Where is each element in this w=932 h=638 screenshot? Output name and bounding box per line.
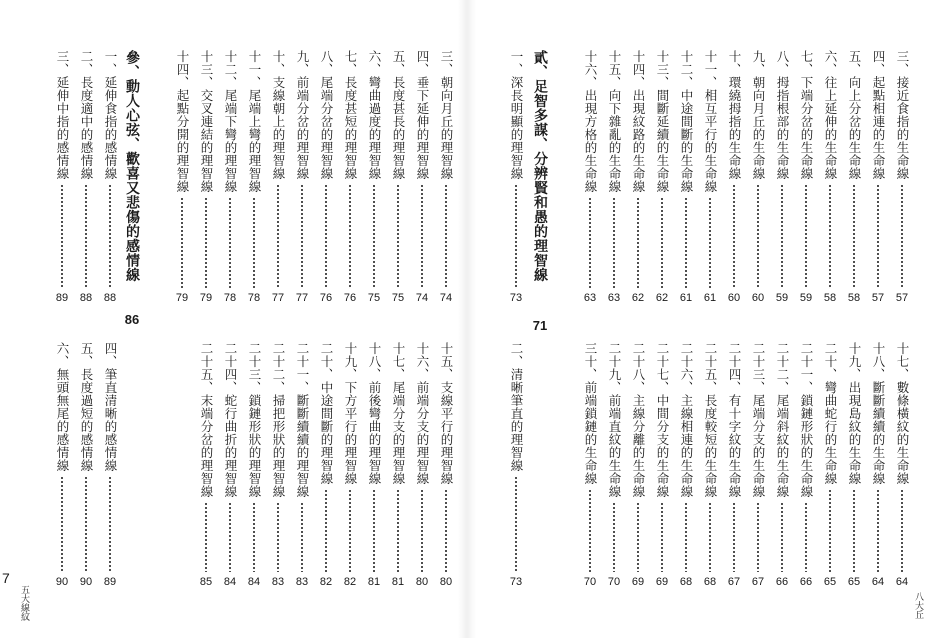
toc-entry bbox=[652, 50, 672, 304]
section-heading: 參、動人心弦、歡喜又悲傷的感情線 bbox=[124, 50, 140, 282]
toc-entry bbox=[340, 50, 360, 304]
dot-leader bbox=[637, 502, 639, 572]
dot-leader bbox=[829, 489, 831, 572]
page-number: 7 bbox=[2, 570, 10, 586]
toc-entry bbox=[412, 50, 432, 304]
dot-leader bbox=[445, 184, 447, 288]
dot-leader bbox=[661, 502, 663, 572]
entry-page: 73 bbox=[509, 576, 523, 588]
toc-entry bbox=[652, 342, 672, 588]
entry-page: 59 bbox=[775, 292, 789, 304]
toc-entry bbox=[364, 342, 384, 588]
toc-entry bbox=[844, 342, 864, 588]
toc-entry bbox=[244, 342, 264, 588]
entry-label: 九、前端分岔的理智線 bbox=[295, 50, 310, 180]
entry-page: 82 bbox=[343, 576, 357, 588]
entry-page: 57 bbox=[895, 292, 909, 304]
entry-page: 74 bbox=[415, 292, 429, 304]
entry-label: 二十、中途間斷的理智線 bbox=[319, 342, 334, 485]
dot-leader bbox=[661, 197, 663, 288]
entry-page: 62 bbox=[655, 292, 669, 304]
section-heading-page: 71 bbox=[532, 318, 548, 333]
entry-page: 66 bbox=[799, 576, 813, 588]
entry-page: 74 bbox=[439, 292, 453, 304]
toc-entry bbox=[172, 50, 192, 304]
dot-leader bbox=[757, 184, 759, 288]
entry-label: 四、筆直清晰的感情線 bbox=[103, 342, 118, 472]
dot-leader bbox=[805, 502, 807, 572]
entry-label: 二十一、斷斷續續的理智線 bbox=[295, 342, 310, 498]
toc-entry bbox=[340, 342, 360, 588]
entry-page: 65 bbox=[847, 576, 861, 588]
entry-label: 三、朝向月丘的理智線 bbox=[439, 50, 454, 180]
dot-leader bbox=[421, 184, 423, 288]
dot-leader bbox=[61, 184, 63, 288]
dot-leader bbox=[877, 489, 879, 572]
entry-label: 十一、相互平行的生命線 bbox=[703, 50, 718, 193]
entry-label: 八、尾端分岔的理智線 bbox=[319, 50, 334, 180]
dot-leader bbox=[61, 476, 63, 572]
entry-label: 二十三、鎖鏈形狀的理智線 bbox=[247, 342, 262, 498]
toc-entry bbox=[52, 342, 72, 588]
running-title: 五大線紋 bbox=[19, 585, 29, 621]
entry-label: 四、垂下延伸的理智線 bbox=[415, 50, 430, 180]
entry-page: 60 bbox=[727, 292, 741, 304]
dot-leader bbox=[685, 197, 687, 288]
entry-page: 58 bbox=[847, 292, 861, 304]
dot-leader bbox=[613, 502, 615, 572]
running-title: 八大丘 bbox=[913, 592, 923, 619]
entry-label: 十三、間斷延續的生命線 bbox=[655, 50, 670, 193]
entry-page: 89 bbox=[103, 576, 117, 588]
toc-entry bbox=[604, 50, 624, 304]
dot-leader bbox=[637, 197, 639, 288]
toc-entry bbox=[892, 50, 912, 304]
entry-label: 二十三、尾端分支的生命線 bbox=[751, 342, 766, 498]
toc-entry bbox=[76, 50, 96, 304]
entry-label: 三十、前端鎖鏈的生命線 bbox=[583, 342, 598, 485]
dot-leader bbox=[205, 197, 207, 288]
entry-page: 63 bbox=[607, 292, 621, 304]
entry-label: 十九、出現島紋的生命線 bbox=[847, 342, 862, 485]
toc-entry bbox=[506, 50, 526, 304]
entry-page: 69 bbox=[631, 576, 645, 588]
entry-label: 六、往上延伸的生命線 bbox=[823, 50, 838, 180]
toc-entry bbox=[268, 50, 288, 304]
entry-page: 61 bbox=[679, 292, 693, 304]
entry-page: 78 bbox=[223, 292, 237, 304]
entry-label: 十八、斷斷續續的生命線 bbox=[871, 342, 886, 485]
entry-label: 十九、下方平行的理智線 bbox=[343, 342, 358, 485]
entry-page: 67 bbox=[751, 576, 765, 588]
entry-label: 十、支線朝上的理智線 bbox=[271, 50, 286, 180]
dot-leader bbox=[805, 184, 807, 288]
entry-page: 90 bbox=[55, 576, 69, 588]
dot-leader bbox=[515, 476, 517, 572]
dot-leader bbox=[373, 184, 375, 288]
entry-page: 84 bbox=[223, 576, 237, 588]
entry-page: 83 bbox=[295, 576, 309, 588]
entry-label: 十一、尾端上彎的理智線 bbox=[247, 50, 262, 193]
entry-page: 58 bbox=[823, 292, 837, 304]
dot-leader bbox=[205, 502, 207, 572]
entry-page: 66 bbox=[775, 576, 789, 588]
toc-entry bbox=[772, 342, 792, 588]
toc-entry bbox=[604, 342, 624, 588]
entry-label: 三、接近食指的生命線 bbox=[895, 50, 910, 180]
entry-label: 五、長度甚長的理智線 bbox=[391, 50, 406, 180]
entry-page: 62 bbox=[631, 292, 645, 304]
entry-page: 64 bbox=[871, 576, 885, 588]
entry-page: 80 bbox=[439, 576, 453, 588]
dot-leader bbox=[877, 184, 879, 288]
entry-label: 十五、向下雜亂的生命線 bbox=[607, 50, 622, 193]
entry-page: 81 bbox=[367, 576, 381, 588]
entry-label: 七、下端分岔的生命線 bbox=[799, 50, 814, 180]
dot-leader bbox=[589, 197, 591, 288]
dot-leader bbox=[781, 502, 783, 572]
dot-leader bbox=[709, 502, 711, 572]
dot-leader bbox=[397, 489, 399, 572]
toc-entry bbox=[268, 342, 288, 588]
toc-entry bbox=[220, 342, 240, 588]
dot-leader bbox=[85, 476, 87, 572]
dot-leader bbox=[349, 489, 351, 572]
entry-label: 十六、出現方格的生命線 bbox=[583, 50, 598, 193]
entry-page: 68 bbox=[679, 576, 693, 588]
dot-leader bbox=[301, 502, 303, 572]
toc-entry bbox=[796, 342, 816, 588]
entry-label: 十二、尾端下彎的理智線 bbox=[223, 50, 238, 193]
entry-page: 69 bbox=[655, 576, 669, 588]
toc-entry bbox=[100, 50, 120, 304]
dot-leader bbox=[373, 489, 375, 572]
toc-entry bbox=[580, 342, 600, 588]
entry-label: 二十、彎曲蛇行的生命線 bbox=[823, 342, 838, 485]
dot-leader bbox=[181, 197, 183, 288]
dot-leader bbox=[613, 197, 615, 288]
dot-leader bbox=[589, 489, 591, 572]
right-page bbox=[466, 0, 932, 638]
entry-page: 77 bbox=[271, 292, 285, 304]
section-heading-page: 86 bbox=[124, 312, 140, 327]
entry-label: 九、朝向月丘的生命線 bbox=[751, 50, 766, 180]
toc-entry bbox=[196, 50, 216, 304]
entry-label: 十四、出現紋路的生命線 bbox=[631, 50, 646, 193]
toc-entry bbox=[820, 342, 840, 588]
section-heading: 貳、足智多謀、分辨賢和愚的理智線 bbox=[532, 50, 548, 282]
entry-page: 73 bbox=[509, 292, 523, 304]
toc-entry bbox=[676, 342, 696, 588]
toc-entry bbox=[220, 50, 240, 304]
entry-page: 84 bbox=[247, 576, 261, 588]
entry-page: 78 bbox=[247, 292, 261, 304]
entry-label: 二十七、中間分支的生命線 bbox=[655, 342, 670, 498]
toc-entry bbox=[100, 342, 120, 588]
entry-page: 76 bbox=[343, 292, 357, 304]
toc-entry bbox=[700, 50, 720, 304]
entry-label: 十六、前端分支的理智線 bbox=[415, 342, 430, 485]
dot-leader bbox=[253, 502, 255, 572]
toc-entry bbox=[724, 50, 744, 304]
toc-entry bbox=[292, 50, 312, 304]
entry-label: 二十五、末端分岔的理智線 bbox=[199, 342, 214, 498]
entry-label: 十二、中途間斷的生命線 bbox=[679, 50, 694, 193]
toc-entry bbox=[892, 342, 912, 588]
dot-leader bbox=[901, 489, 903, 572]
entry-label: 二十六、主線相連的生命線 bbox=[679, 342, 694, 498]
dot-leader bbox=[109, 476, 111, 572]
dot-leader bbox=[445, 489, 447, 572]
dot-leader bbox=[853, 184, 855, 288]
toc-entry bbox=[316, 342, 336, 588]
dot-leader bbox=[709, 197, 711, 288]
dot-leader bbox=[733, 184, 735, 288]
dot-leader bbox=[277, 502, 279, 572]
toc-entry bbox=[244, 50, 264, 304]
toc-entry bbox=[748, 50, 768, 304]
toc-entry bbox=[436, 50, 456, 304]
entry-label: 十四、起點分開的理智線 bbox=[175, 50, 190, 193]
entry-page: 90 bbox=[79, 576, 93, 588]
toc-entry bbox=[52, 50, 72, 304]
entry-page: 79 bbox=[175, 292, 189, 304]
toc-entry bbox=[506, 342, 526, 588]
entry-page: 89 bbox=[55, 292, 69, 304]
entry-page: 64 bbox=[895, 576, 909, 588]
toc-entry bbox=[196, 342, 216, 588]
entry-page: 59 bbox=[799, 292, 813, 304]
toc-entry bbox=[316, 50, 336, 304]
toc-entry bbox=[388, 50, 408, 304]
toc-entry bbox=[796, 50, 816, 304]
entry-page: 88 bbox=[103, 292, 117, 304]
entry-page: 75 bbox=[391, 292, 405, 304]
entry-label: 十七、數條橫紋的生命線 bbox=[895, 342, 910, 485]
entry-page: 65 bbox=[823, 576, 837, 588]
entry-page: 83 bbox=[271, 576, 285, 588]
toc-entry bbox=[580, 50, 600, 304]
entry-page: 61 bbox=[703, 292, 717, 304]
entry-label: 一、延伸食指的感情線 bbox=[103, 50, 118, 180]
entry-label: 二十四、有十字紋的生命線 bbox=[727, 342, 742, 498]
entry-page: 70 bbox=[607, 576, 621, 588]
entry-label: 二十九、前端直紋的生命線 bbox=[607, 342, 622, 498]
entry-label: 十八、前後彎曲的理智線 bbox=[367, 342, 382, 485]
dot-leader bbox=[349, 184, 351, 288]
entry-label: 六、彎曲過度的理智線 bbox=[367, 50, 382, 180]
entry-page: 75 bbox=[367, 292, 381, 304]
entry-label: 十三、交叉連結的理智線 bbox=[199, 50, 214, 193]
entry-page: 57 bbox=[871, 292, 885, 304]
entry-label: 二十八、主線分離的生命線 bbox=[631, 342, 646, 498]
entry-label: 五、長度過短的感情線 bbox=[79, 342, 94, 472]
dot-leader bbox=[757, 502, 759, 572]
entry-page: 76 bbox=[319, 292, 333, 304]
entry-label: 十七、尾端分支的理智線 bbox=[391, 342, 406, 485]
toc-entry bbox=[364, 50, 384, 304]
entry-label: 十、環繞拇指的生命線 bbox=[727, 50, 742, 180]
dot-leader bbox=[733, 502, 735, 572]
entry-label: 七、長度甚短的理智線 bbox=[343, 50, 358, 180]
dot-leader bbox=[301, 184, 303, 288]
dot-leader bbox=[325, 184, 327, 288]
entry-page: 70 bbox=[583, 576, 597, 588]
toc-entry bbox=[724, 342, 744, 588]
dot-leader bbox=[901, 184, 903, 288]
toc-entry bbox=[628, 342, 648, 588]
toc-entry bbox=[388, 342, 408, 588]
entry-label: 六、無頭無尾的感情線 bbox=[55, 342, 70, 472]
toc-entry bbox=[628, 50, 648, 304]
entry-label: 二、長度適中的感情線 bbox=[79, 50, 94, 180]
entry-page: 85 bbox=[199, 576, 213, 588]
entry-page: 77 bbox=[295, 292, 309, 304]
dot-leader bbox=[829, 184, 831, 288]
toc-entry bbox=[772, 50, 792, 304]
entry-page: 82 bbox=[319, 576, 333, 588]
entry-page: 63 bbox=[583, 292, 597, 304]
entry-page: 67 bbox=[727, 576, 741, 588]
dot-leader bbox=[421, 489, 423, 572]
dot-leader bbox=[515, 184, 517, 288]
toc-entry bbox=[868, 342, 888, 588]
dot-leader bbox=[229, 197, 231, 288]
toc-entry bbox=[292, 342, 312, 588]
entry-label: 二十四、蛇行曲折的理智線 bbox=[223, 342, 238, 498]
entry-page: 60 bbox=[751, 292, 765, 304]
entry-page: 88 bbox=[79, 292, 93, 304]
dot-leader bbox=[85, 184, 87, 288]
entry-label: 二十五、長度較短的生命線 bbox=[703, 342, 718, 498]
entry-page: 68 bbox=[703, 576, 717, 588]
entry-label: 四、起點相連的生命線 bbox=[871, 50, 886, 180]
entry-label: 十五、支線平行的理智線 bbox=[439, 342, 454, 485]
dot-leader bbox=[781, 184, 783, 288]
entry-label: 一、深長明顯的理智線 bbox=[509, 50, 524, 180]
toc-entry bbox=[412, 342, 432, 588]
toc-entry bbox=[76, 342, 96, 588]
dot-leader bbox=[277, 184, 279, 288]
toc-entry bbox=[436, 342, 456, 588]
toc-entry bbox=[748, 342, 768, 588]
dot-leader bbox=[397, 184, 399, 288]
entry-page: 79 bbox=[199, 292, 213, 304]
dot-leader bbox=[253, 197, 255, 288]
dot-leader bbox=[229, 502, 231, 572]
toc-entry bbox=[868, 50, 888, 304]
entry-label: 八、拇指根部的生命線 bbox=[775, 50, 790, 180]
entry-label: 三、延伸中指的感情線 bbox=[55, 50, 70, 180]
entry-label: 二十二、掃把形狀的理智線 bbox=[271, 342, 286, 498]
entry-page: 80 bbox=[415, 576, 429, 588]
dot-leader bbox=[685, 502, 687, 572]
entry-label: 二、清晰筆直的理智線 bbox=[509, 342, 524, 472]
toc-entry bbox=[676, 50, 696, 304]
entry-label: 二十二、尾端斜紋的生命線 bbox=[775, 342, 790, 498]
dot-leader bbox=[325, 489, 327, 572]
toc-entry bbox=[820, 50, 840, 304]
entry-page: 81 bbox=[391, 576, 405, 588]
dot-leader bbox=[109, 184, 111, 288]
toc-entry bbox=[844, 50, 864, 304]
entry-label: 二十一、鎖鏈形狀的生命線 bbox=[799, 342, 814, 498]
entry-label: 五、向上分岔的生命線 bbox=[847, 50, 862, 180]
dot-leader bbox=[853, 489, 855, 572]
toc-entry bbox=[700, 342, 720, 588]
